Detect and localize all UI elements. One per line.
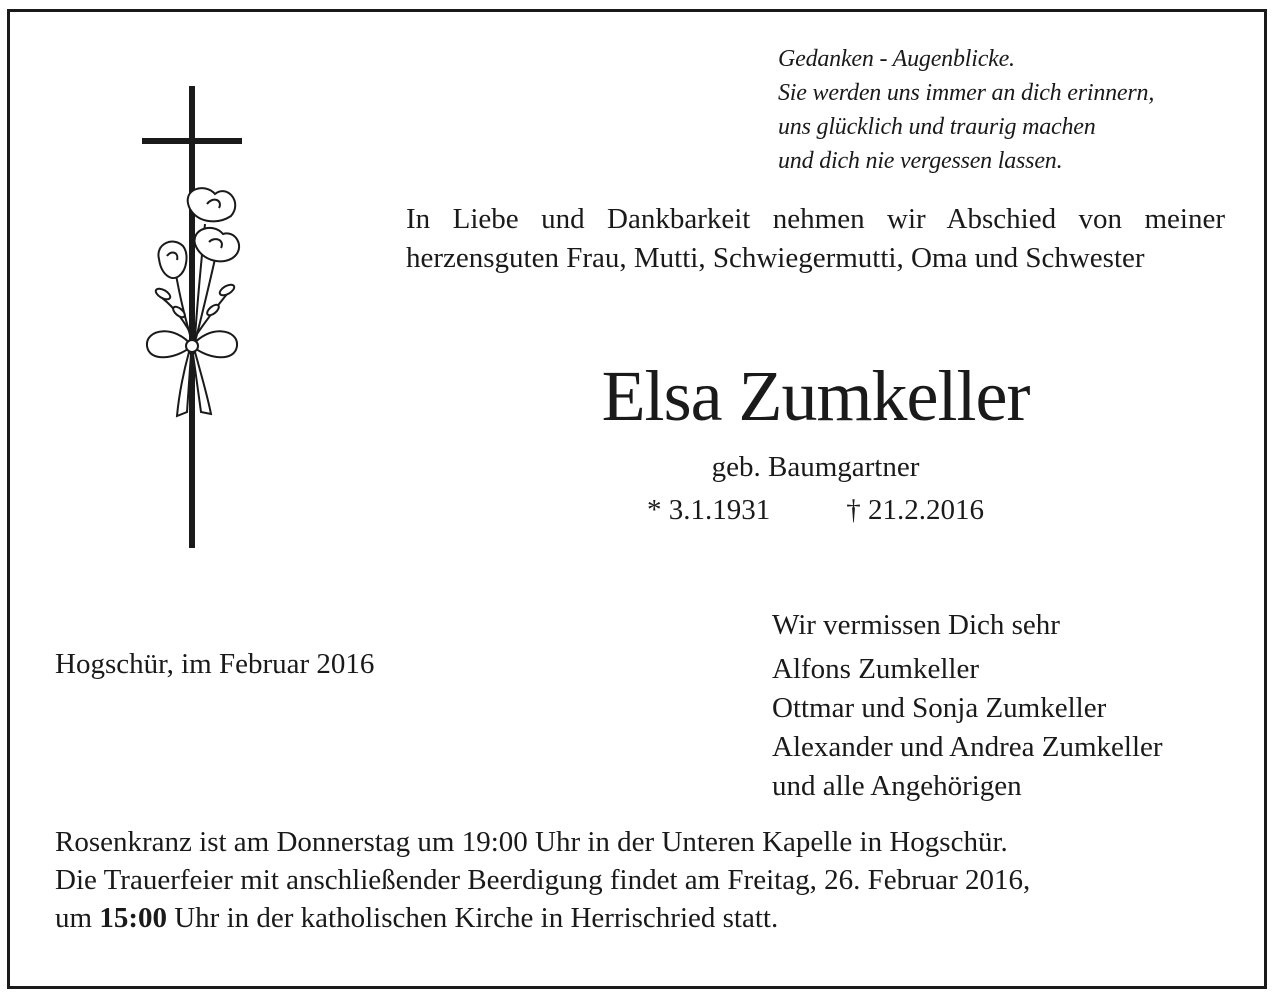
death-date: † 21.2.2016 bbox=[846, 494, 984, 526]
place-date: Hogschür, im Februar 2016 bbox=[55, 648, 375, 680]
birth-name: geb. Baumgartner bbox=[711, 451, 920, 483]
deceased-name: Elsa Zumkeller bbox=[601, 356, 1030, 436]
family-member: und alle Angehörigen bbox=[772, 770, 1022, 802]
cross-with-roses-icon bbox=[135, 84, 250, 554]
service-prefix: um bbox=[55, 902, 93, 934]
poem-line: Gedanken - Augenblicke. bbox=[778, 46, 1015, 72]
service-info bbox=[55, 823, 1235, 937]
service-line: Rosenkranz ist am Donnerstag um 19:00 Uhr in der Unteren Kapelle in Hogschür. bbox=[55, 826, 1008, 858]
poem-line: Sie werden uns immer an dich erinnern, bbox=[778, 80, 1155, 106]
service-line bbox=[55, 899, 1235, 937]
intro-text: In Liebe und Dankbarkeit nehmen wir Abschied von meiner herzensguten Frau, Mutti, Schwiegermutti, Oma und Schwester bbox=[406, 203, 1225, 274]
poem-line: uns glücklich und traurig machen bbox=[778, 114, 1096, 140]
family-member: Ottmar und Sonja Zumkeller bbox=[772, 692, 1107, 724]
poem-line: und dich nie vergessen lassen. bbox=[778, 148, 1063, 174]
service-suffix: Uhr in der katholischen Kirche in Herrischried statt. bbox=[174, 902, 779, 934]
poem bbox=[778, 42, 1248, 178]
family-member: Alfons Zumkeller bbox=[772, 653, 979, 685]
birth-date: * 3.1.1931 bbox=[647, 494, 771, 526]
service-time: 15:00 bbox=[99, 902, 167, 934]
life-dates bbox=[406, 490, 1225, 530]
service-line: Die Trauerfeier mit anschließender Beerdigung findet am Freitag, 26. Februar 2016, bbox=[55, 864, 1031, 896]
family-member: Alexander und Andrea Zumkeller bbox=[772, 731, 1163, 763]
family-block bbox=[772, 606, 1163, 806]
family-heading: Wir vermissen Dich sehr bbox=[772, 609, 1060, 641]
